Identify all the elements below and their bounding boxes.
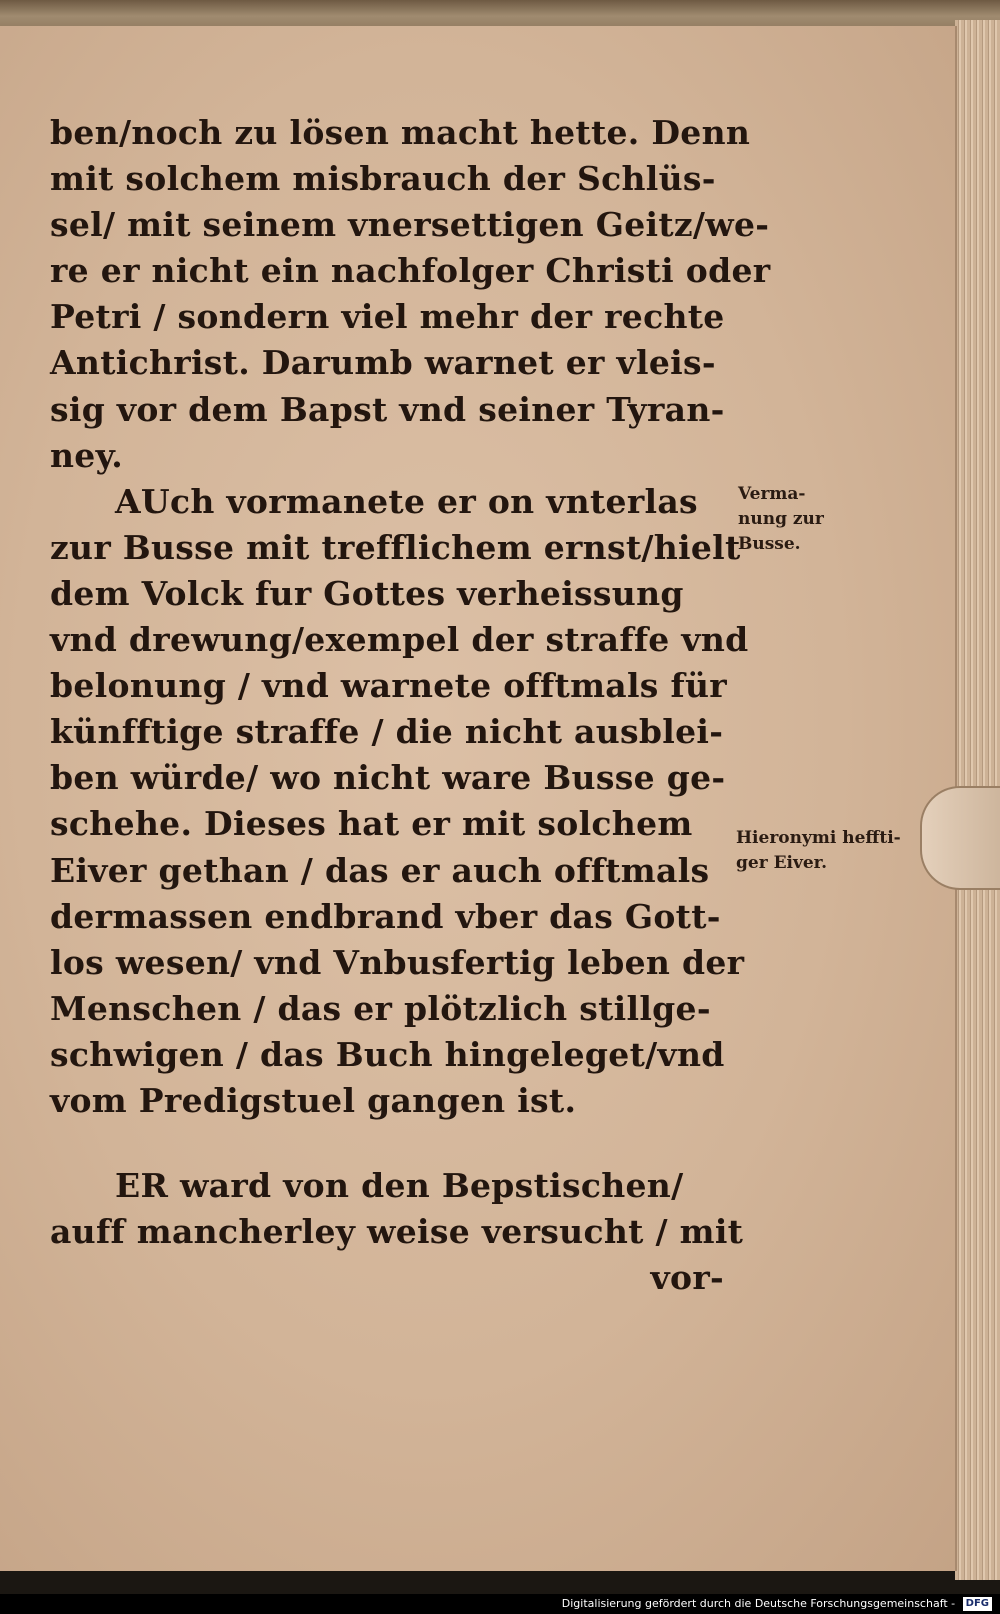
text-line: dermassen endbrand vber das Gott- — [50, 896, 721, 936]
paragraph-start-line: AUch vormanete er on vnterlas — [115, 481, 698, 521]
text-line: re er nicht ein nachfolger Christi oder — [50, 251, 771, 291]
margin-note-eiver — [736, 826, 901, 876]
text-line: ney. — [50, 435, 124, 475]
footer-credit-text: Digitalisierung gefördert durch die Deutsche Forschungsgemeinschaft - — [561, 1597, 956, 1610]
text-line: belonung / vnd warnete offtmals für — [50, 666, 727, 706]
text-line: ben/noch zu lösen macht hette. Denn — [50, 113, 751, 152]
text-line: auff mancherley weise versucht / mit — [50, 1212, 744, 1252]
section-gap — [50, 1124, 730, 1163]
paragraph-start-line: ER ward von den Bepstischen/ — [115, 1166, 684, 1206]
text-line: mit solchem misbrauch der Schlüs- — [50, 159, 716, 199]
margin-note-line: Verma- — [738, 484, 806, 504]
margin-note-line: Busse. — [738, 534, 801, 554]
text-line: Menschen / das er plötzlich stillge- — [50, 988, 711, 1028]
text-line: Petri / sondern viel mehr der rechte — [50, 297, 725, 337]
margin-note-line: nung zur — [738, 509, 824, 529]
text-line: dem Volck fur Gottes verheissung — [50, 573, 684, 613]
footer-credit — [562, 1595, 992, 1613]
main-text-block — [50, 110, 771, 1301]
bleed-through-ghost-text — [757, 232, 877, 342]
text-line: zur Busse mit trefflichem ernst/hielt — [50, 527, 741, 567]
text-line: schehe. Dieses hat er mit solchem — [50, 804, 693, 844]
text-line: ben würde/ wo nicht ware Busse ge- — [50, 758, 726, 798]
margin-note-line: Hieronymi heffti- — [736, 828, 901, 848]
catchword: vor- — [650, 1258, 724, 1298]
dfg-logo: DFG — [963, 1597, 992, 1611]
text-line: los wesen/ vnd Vnbusfertig leben der — [50, 942, 745, 982]
text-line: künfftige straffe / die nicht ausblei- — [50, 712, 724, 752]
margin-note-vermanung — [738, 482, 824, 557]
book-clasp — [920, 786, 1000, 890]
text-line: sel/ mit seinem vnersettigen Geitz/we- — [50, 205, 770, 245]
text-line: Antichrist. Darumb warnet er vleis- — [50, 343, 716, 383]
text-line: Eiver gethan / das er auch offtmals — [50, 850, 710, 890]
text-line: sig vor dem Bapst vnd seiner Tyran- — [50, 389, 725, 429]
text-line: vom Predigstuel gangen ist. — [50, 1080, 577, 1120]
margin-note-line: ger Eiver. — [736, 853, 828, 873]
text-line: vnd drewung/exempel der straffe vnd — [50, 620, 749, 660]
text-line: schwigen / das Buch hingeleget/vnd — [50, 1034, 725, 1074]
